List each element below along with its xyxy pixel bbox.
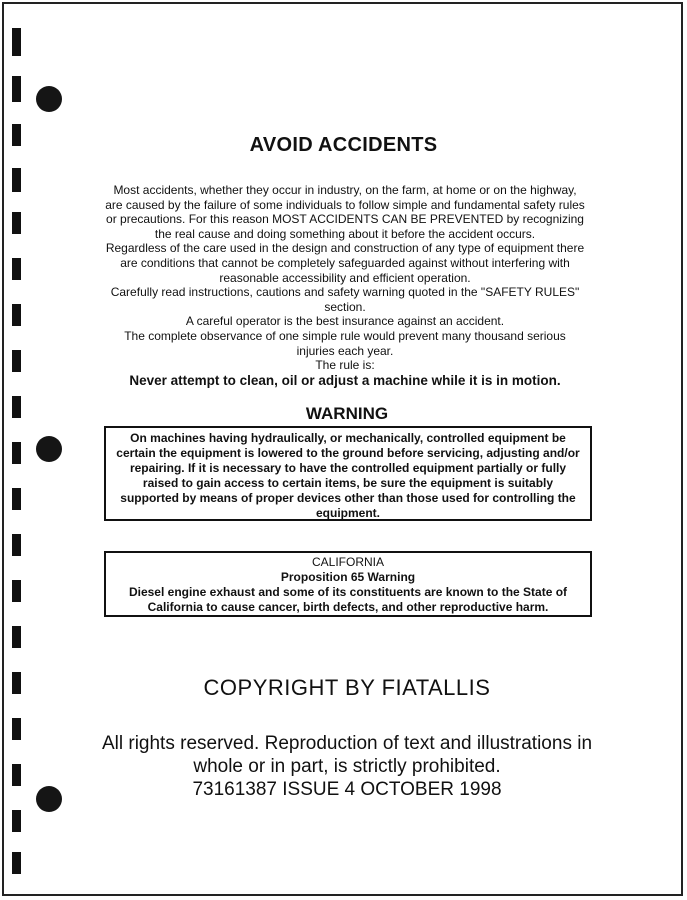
warning-heading: WARNING bbox=[305, 404, 389, 423]
binding-mark bbox=[12, 488, 21, 510]
punch-hole bbox=[36, 436, 62, 462]
binding-mark bbox=[12, 350, 21, 372]
page-title: AVOID ACCIDENTS bbox=[249, 134, 438, 156]
california-subtitle: Proposition 65 Warning bbox=[280, 570, 416, 584]
binding-mark bbox=[12, 810, 21, 832]
binding-mark bbox=[12, 168, 21, 192]
intro-paragraph: The rule is: bbox=[315, 358, 375, 373]
binding-mark bbox=[12, 764, 21, 786]
binding-mark bbox=[12, 442, 21, 464]
binding-mark bbox=[12, 626, 21, 648]
safety-rule: Never attempt to clean, oil or adjust a machine while it is in motion. bbox=[129, 373, 561, 388]
binding-mark bbox=[12, 304, 21, 326]
copyright-heading: COPYRIGHT BY FIATALLIS bbox=[203, 675, 491, 700]
intro-paragraph: The complete observance of one simple rule would prevent many thousand serious injuries each year. bbox=[124, 328, 566, 358]
binding-mark bbox=[12, 534, 21, 556]
binding-mark bbox=[12, 852, 21, 874]
punch-hole bbox=[36, 86, 62, 112]
binding-mark bbox=[12, 212, 21, 234]
california-title: CALIFORNIA bbox=[311, 555, 384, 569]
warning-text: On machines having hydraulically, or mechanically, controlled equipment be certain the equipment is lowered to the ground before servicing, adjusting and/or repairing. If it is necessary to have the controlled equipment partially or fully raised to gain access to certain items, be sure the equipment is suitably supported by means of proper devices other than those used for controlling the equipment. bbox=[116, 431, 580, 520]
intro-paragraph: Most accidents, whether they occur in industry, on the farm, at home or on the highway, are caused by the failure of some individuals to follow simple and fundamental safety rules or precautions. For this reason MOST ACCIDENTS CAN BE PREVENTED by recognizing the real cause and doing something about it before the accident occurs. bbox=[105, 183, 585, 241]
rights-statement: All rights reserved. Reproduction of text and illustrations in whole or in part, is strictly prohibited. bbox=[101, 733, 593, 777]
document-number: 73161387 ISSUE 4 OCTOBER 1998 bbox=[192, 779, 502, 800]
intro-paragraph: Regardless of the care used in the design and construction of any type of equipment there are conditions that cannot be completely safeguarded against without interfering with reasonable accessibility and efficient operation. bbox=[105, 241, 585, 285]
binding-mark bbox=[12, 28, 21, 56]
binding-mark bbox=[12, 76, 21, 102]
binding-mark bbox=[12, 258, 21, 280]
rights-text bbox=[100, 732, 594, 801]
warning-box bbox=[104, 426, 592, 521]
binding-mark bbox=[12, 718, 21, 740]
california-warning-box bbox=[104, 551, 592, 617]
california-text: Diesel engine exhaust and some of its constituents are known to the State of California to cause cancer, birth defects, and other reproductive harm. bbox=[128, 585, 568, 614]
binding-mark bbox=[12, 580, 21, 602]
intro-paragraph: Carefully read instructions, cautions and safety warning quoted in the "SAFETY RULES" section. bbox=[110, 285, 580, 314]
intro-paragraph: A careful operator is the best insurance against an accident. bbox=[185, 314, 505, 329]
punch-hole bbox=[36, 786, 62, 812]
intro-text bbox=[105, 183, 585, 373]
